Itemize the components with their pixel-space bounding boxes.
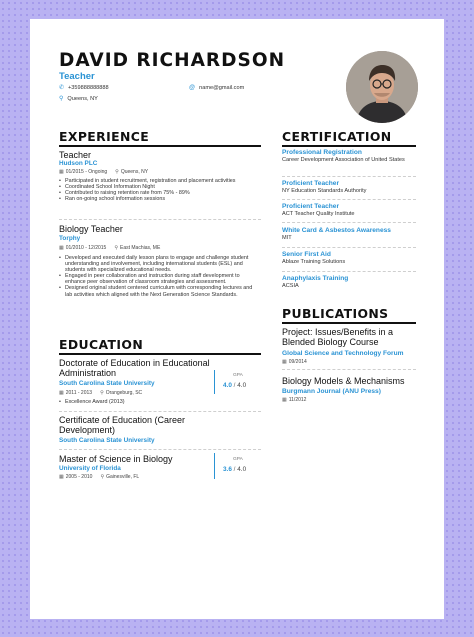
degree-title: Doctorate of Education in Educational Administration (59, 358, 210, 379)
location-pin-icon: ⚲ (114, 245, 118, 251)
cert-title: Professional Registration (282, 149, 362, 156)
divider (282, 176, 416, 177)
candidate-name: DAVID RICHARDSON (59, 50, 286, 71)
job-bullets (59, 178, 254, 202)
calendar-icon: ▦ (59, 245, 64, 251)
school-name: University of Florida (59, 465, 121, 472)
degree-location: Gainesville, FL (106, 474, 140, 480)
calendar-icon: ▦ (282, 397, 287, 403)
email-text[interactable]: name@gmail.com (199, 85, 245, 91)
list-item: • Participated in student recruitment, registration and placement activities (59, 178, 254, 184)
location-pin-icon: ⚲ (100, 390, 104, 396)
gpa-label: GPA (233, 457, 243, 462)
cert-issuer: ACSIA (282, 283, 299, 289)
divider (282, 271, 416, 272)
experience-heading: EXPERIENCE (59, 129, 150, 144)
degree-title: Certificate of Education (Career Development) (59, 415, 186, 436)
publications-heading: PUBLICATIONS (282, 306, 389, 321)
job-company: Torphy (59, 235, 81, 242)
certification-heading: CERTIFICATION (282, 129, 392, 144)
job-title: Teacher (59, 150, 92, 160)
cert-title: Senior First Aid (282, 251, 331, 258)
publication-meta (282, 359, 307, 365)
list-item: • Excellence Award (2013) (59, 399, 209, 405)
divider (59, 411, 261, 412)
cert-issuer: NY Education Standards Authority (282, 188, 367, 194)
resume-sheet (30, 19, 444, 619)
cert-title: Proficient Teacher (282, 203, 340, 210)
cert-issuer: Ablaze Training Solutions (282, 259, 346, 265)
job-company: Hudson PLC (59, 160, 98, 167)
email-contact (189, 85, 244, 91)
cert-title: Anaphylaxis Training (282, 275, 349, 282)
degree-dates: 2005 - 2010 (65, 474, 93, 480)
calendar-icon: ▦ (59, 474, 64, 480)
publication-title: Project: Issues/Benefits in a Blended Biology Course (282, 327, 394, 348)
job-dates: 01/2010 - 12/2015 (65, 245, 107, 251)
list-item: • Contributed to raising retention rate from 75% - 89% (59, 190, 254, 196)
school-name: South Carolina State University (59, 380, 155, 387)
publications-divider (282, 322, 416, 324)
education-heading: EDUCATION (59, 337, 144, 352)
degree-meta (59, 390, 142, 396)
gpa-value: 4.0 / 4.0 (223, 382, 247, 389)
degree-bullets (59, 399, 209, 405)
school-name: South Carolina State University (59, 437, 155, 444)
job-meta (59, 169, 148, 175)
divider (282, 199, 416, 200)
job-meta (59, 245, 160, 251)
divider (282, 247, 416, 248)
list-item: • Designed original student centered curriculum with corresponding lectures and lab activities which aligned with the Next Generation Science Standards. (59, 285, 257, 297)
list-item: • Coordinated School Information Night (59, 184, 254, 190)
cert-title: Proficient Teacher (282, 180, 340, 187)
list-item: • Developed and executed daily lesson plans to engage and challenge student understanding and involvement, including international students (ESL) and students with specialized educational needs. (59, 255, 257, 273)
list-item: • Ran on-going school information sessions (59, 196, 254, 202)
divider (59, 219, 261, 220)
job-location: Queens, NY (120, 169, 149, 175)
cert-issuer: ACT Teacher Quality Institute (282, 211, 355, 217)
publication-meta (282, 397, 306, 403)
job-bullets (59, 255, 257, 298)
avatar-portrait-icon (346, 51, 418, 123)
avatar (346, 51, 418, 123)
degree-title: Master of Science in Biology (59, 454, 173, 464)
location-contact (59, 96, 98, 102)
candidate-role: Teacher (59, 71, 95, 82)
location-pin-icon: ⚲ (100, 474, 105, 480)
publication-date: 11/2012 (288, 397, 307, 403)
email-icon: @ (189, 85, 196, 91)
calendar-icon: ▦ (59, 390, 64, 396)
cert-issuer: MIT (282, 235, 292, 241)
location-pin-icon: ⚲ (59, 96, 64, 102)
cert-issuer: Career Development Association of United States (282, 157, 405, 163)
experience-divider (59, 145, 261, 147)
gpa-bar (214, 453, 215, 479)
degree-location: Orangeburg, SC (105, 390, 143, 396)
publication-publisher: Burgmann Journal (ANU Press) (282, 388, 381, 395)
divider (282, 369, 416, 370)
gpa-bar (214, 370, 215, 394)
location-text: Queens, NY (67, 96, 98, 102)
gpa-value: 3.6 / 4.0 (223, 466, 247, 473)
publication-title: Biology Models & Mechanisms (282, 376, 405, 386)
degree-dates: 2011 - 2013 (65, 390, 93, 396)
calendar-icon: ▦ (59, 169, 64, 175)
location-pin-icon: ⚲ (115, 169, 119, 175)
phone-contact (59, 85, 109, 91)
cert-title: White Card & Asbestos Awareness (282, 227, 391, 234)
education-divider (59, 353, 261, 355)
calendar-icon: ▦ (282, 359, 287, 365)
divider (59, 449, 261, 450)
publication-publisher: Global Science and Technology Forum (282, 350, 404, 357)
job-dates: 01/2015 - Ongoing (65, 169, 108, 175)
job-location: East Machias, ME (120, 245, 161, 251)
job-title: Biology Teacher (59, 224, 123, 234)
certification-divider (282, 145, 416, 147)
phone-text[interactable]: +359888888888 (68, 85, 109, 91)
list-item: • Engaged in peer collaboration and instruction during staff development to enhance peer observation of classroom strategies and assessment. (59, 273, 257, 285)
degree-meta (59, 474, 139, 480)
divider (282, 222, 416, 223)
publication-date: 09/2014 (288, 359, 307, 365)
phone-icon: ✆ (59, 85, 65, 91)
gpa-label: GPA (233, 373, 243, 378)
